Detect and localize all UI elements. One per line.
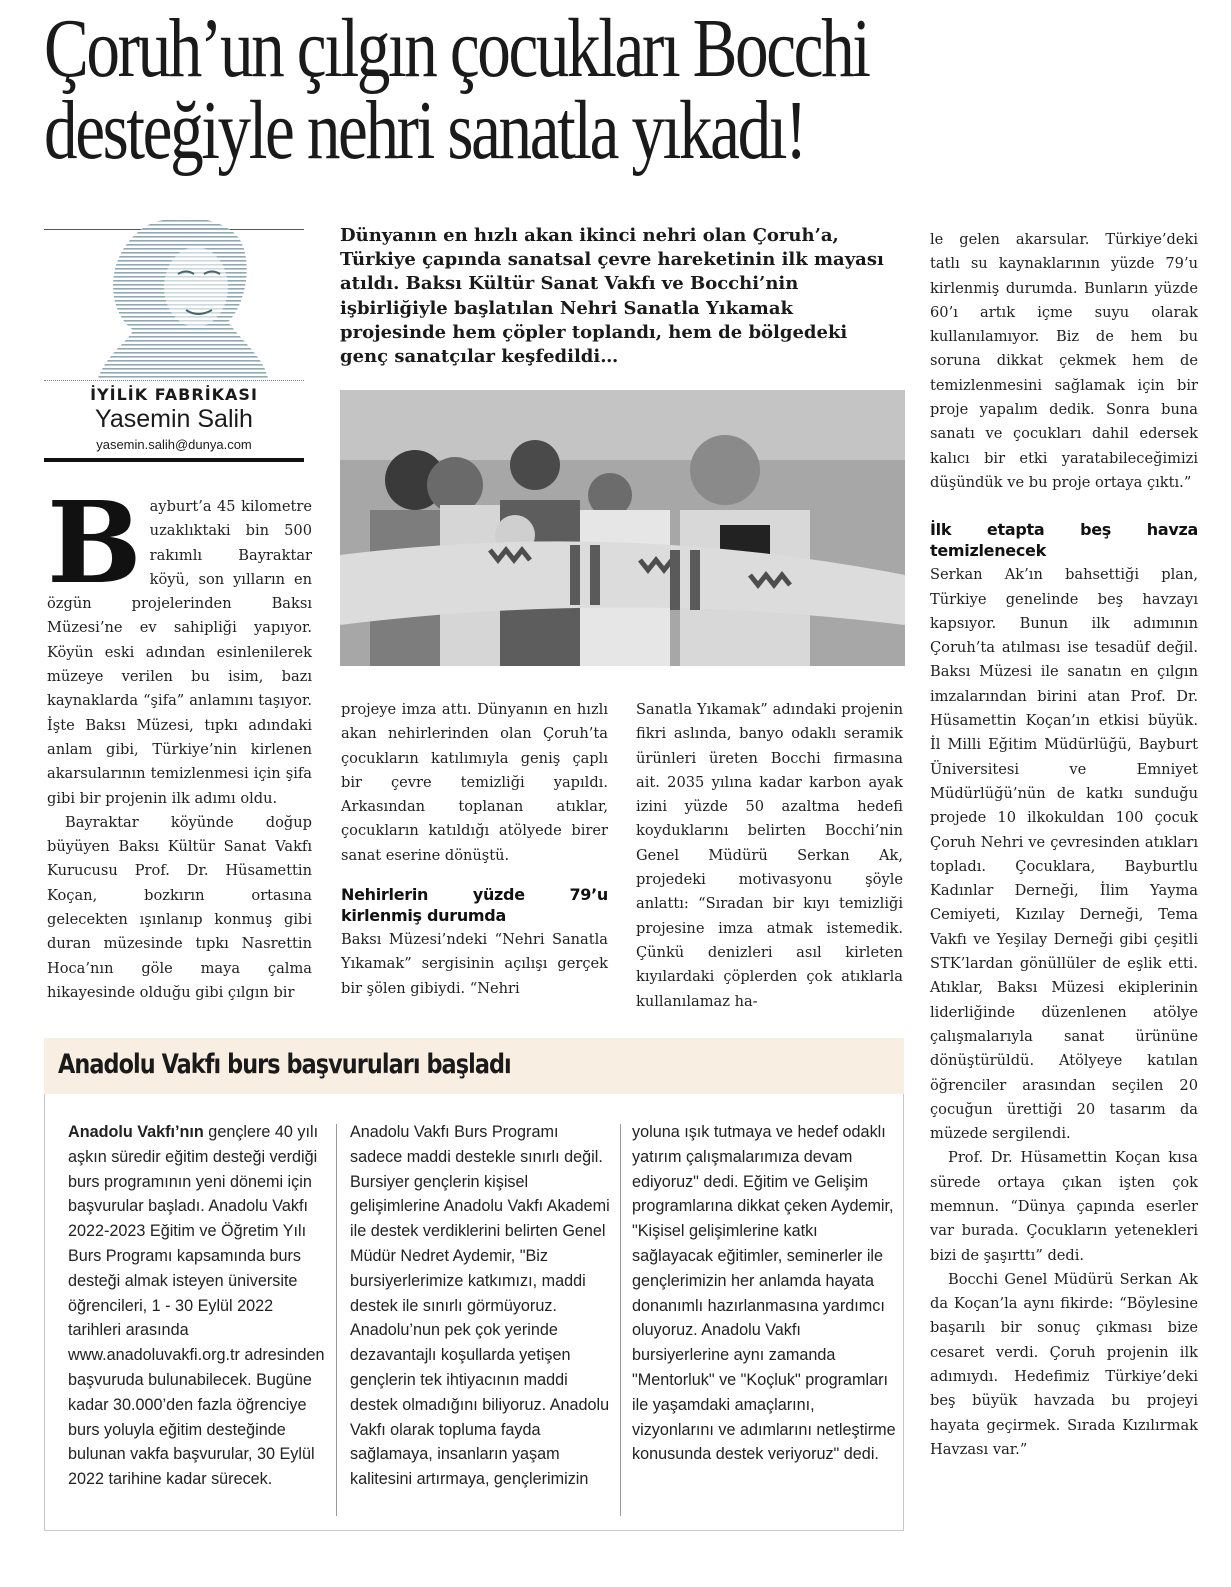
article-paragraph: Serkan Ak’ın bahsettiği plan, Türkiye genelinde beş havzayı kapsıyor. Bunun ilk adımının Çoruh’ta atılması ise tesadüf değil. Baksı Müzesi ile sanatın en çılgın imzalarından birini atan Prof. Dr. Hüsamettin Koçan’ın etkisi büyük. İl Milli Eğitim Müdürlüğü, Bayburt Üniversitesi ve Emniyet Müdürlüğü’nün de katkı sunduğu projede 10 ilkokuldan 100 çocuk Çoruh Nehri ve çevresinden atıkları topladı. Çocuklara, Bayburtlu Kadınlar Derneği, İlim Yayma Cemiyeti, Kızılay Derneği, Tema Vakfı ve Yeşilay Derneği gibi çeşitli STK’lardan gönüllüler de eşlik etti. Atıklar, Baksı Müzesi ekiplerinin liderliğinde düzenlenen atölye çalışmalarıyla sanat ürününe dönüştürüldü. Atölyeye katılan öğrenciler arasından seçilen 20 çocuğun ürettiği 20 tasarım da müzede sergilendi. — [930, 566, 1198, 1143]
subheading-rivers-polluted: Nehirlerin yüzde 79’u kirlenmiş durumda — [341, 885, 608, 926]
article-paragraph: Bocchi Genel Müdürü Serkan Ak da Koçan’la aynı fikirde: “Böylesine başarılı bir sonuç çıkması bize cesaret verdi. Çoruh projenin ilk adımıydı. Hedefimiz Türkiye’deki beş büyük havzada bu projeyi hayata geçirmek. Sırada Kızılırmak Havzası var.” — [930, 1270, 1198, 1458]
sidebar-column-2: Anadolu Vakfı Burs Programı sadece maddi destekle sınırlı değil. Bursiyer gençlerin kişisel gelişimlerine Anadolu Vakfı Akademi ile destek verdiklerini belirten Genel Müdür Nedret Aydemir, "Biz bursiyerlerimize katkımızı, maddi destek ile sınırlı görmüyoruz. Anadolu’nun pek çok yerinde dezavantajlı koşullarda yetişen gençlerin tek ihtiyacının maddi destek olmadığını biliyoruz. Anadolu Vakfı olarak topluma fayda sağlamaya, insanların yaşam kalitesini artırmaya, gençlerimizin — [350, 1123, 610, 1489]
sidebar-column-divider — [336, 1124, 337, 1516]
article-column-3 — [636, 698, 903, 1014]
headline-line-1: Çoruh’un çılgın çocukları Bocchi — [44, 2, 869, 95]
article-paragraph: ayburt’a 45 kilometre uzaklıktaki bin 500 rakımlı Bayraktar köyü, son yılların en özgün projelerinden Baksı Müzesi’ne ev sahipliği yapıyor. Köyün eski adından esinlenilerek müzeye verilen bu isim, bazı kaynaklarda “şifa” anlamını taşıyor. İşte Baksı Müzesi, tıpkı adındaki anlam gibi, Türkiye’nin kirlenen akarsularının temizlenmesi için şifa gibi bir projenin ilk adımı oldu. — [47, 498, 312, 807]
sidebar-column-1 — [68, 1120, 328, 1492]
sidebar-column-divider — [620, 1124, 621, 1516]
photo-people-artwork-icon — [340, 390, 905, 666]
sidebar-text: gençlere 40 yılı aşkın süredir eğitim desteği verdiği burs programının yeni dönemi için başvurular başladı. Anadolu Vakfı 2022-2023 Eğitim ve Öğretim Yılı Burs Programı kapsamında burs desteği almak isteyen üniversite öğrencileri, 1 - 30 Eylül 2022 tarihleri arasında www.anadoluvakfi.org.tr adresinden başvuruda bulunabilecek. Bugüne kadar 30.000’den fazla öğrenciye burs yoluyla eğitim desteğinde bulunan vakfa başvurular, 30 Eylül 2022 tarihine kadar sürecek. — [68, 1123, 325, 1489]
column-kicker: İYİLİK FABRİKASI — [90, 385, 258, 404]
article-column-4 — [930, 228, 1198, 1462]
portrait-divider — [44, 380, 304, 382]
article-paragraph: Prof. Dr. Hüsamettin Koçan kısa sürede ortaya çıkan işten çok memnun. “Dünya çapında eserler var burada. Çocukların yetenekleri bizi de şaşırttı” dedi. — [930, 1149, 1198, 1264]
columnist-name: Yasemin Salih — [95, 405, 253, 433]
columnist-email[interactable]: yasemin.salih@dunya.com — [96, 437, 252, 452]
engraved-portrait-icon — [78, 212, 268, 378]
sidebar-lead-bold: Anadolu Vakfı’nın — [68, 1123, 204, 1141]
article-paragraph: Bayraktar köyünde doğup büyüyen Baksı Kültür Sanat Vakfı Kurucusu Prof. Dr. Hüsamettin Koçan, bozkırın ortasına gelecekten ışınlanıp konmuş gibi duran müzesinde tıpkı Nasrettin Hoca’nın göle maya çalma hikayesinde olduğu gibi çılgın bir — [47, 813, 312, 1001]
article-paragraph: Baksı Müzesi’ndeki “Nehri Sanatla Yıkamak” sergisinin açılışı gerçek bir şölen gibiydi. “Nehri — [341, 931, 608, 997]
drop-cap: B — [47, 478, 142, 609]
article-column-2 — [341, 698, 608, 1001]
article-photo — [340, 390, 905, 666]
sidebar-box-title: Anadolu Vakfı burs başvuruları başladı — [58, 1049, 511, 1080]
headline — [44, 2, 1220, 177]
article-paragraph: Sanatla Yıkamak” adındaki projenin fikri aslında, banyo odaklı seramik ürünleri üreten Bocchi firmasına ait. 2035 yılına kadar karbon ayak izini yüzde 50 azaltma hedefi koyduklarını belirten Bocchi’nin Genel Müdürü Serkan Ak, projedeki motivasyonu şöyle anlattı: “Sıradan bir kıyı temizliği projesine imza atmak istemedik. Çünkü denizleri asıl kirleten kıyılardaki çöplerden çok atıklarla kullanılamaz ha- — [636, 701, 903, 1010]
article-column-1 — [47, 478, 312, 1005]
sidebar-column-3: yoluna ışık tutmaya ve hedef odaklı yatırım çalışmalarımıza devam ediyoruz" dedi. Eğitim ve Gelişim programlarına dikkat çeken Aydemir, "Kişisel gelişimlerine katkı sağlayacak eğitimler, seminerler ile gençlerimizin her anlamda hayata donanımlı hazırlanmasına yardımcı oluyoruz. Anadolu Vakfı bursiyerlerine aynı zamanda "Mentorluk" ve "Koçluk" programları ile yaşamdaki amaçlarını, vizyonlarını ve adımlarını netleştirme konusunda destek veriyoruz" dedi. — [632, 1123, 896, 1464]
article-paragraph: projeye imza attı. Dünyanın en hızlı akan nehirlerinden olan Çoruh’ta çocukların katılımıyla geniş çaplı bir çevre temizliği yapıldı. Arkasından toplanan atıklar, çocukların katıldığı atölyede birer sanat eserine dönüştü. — [341, 701, 608, 864]
subheading-five-basins: İlk etapta beş havza temizlenecek — [930, 520, 1198, 561]
article-deck: Dünyanın en hızlı akan ikinci nehri olan Çoruh’a, Türkiye çapında sanatsal çevre hareketinin ilk mayası atıldı. Baksı Kültür Sanat Vakfı ve Bocchi’nin işbirliğiyle başlatılan Nehri Sanatla Yıkamak projesinde hem çöpler toplandı, hem de bölgedeki genç sanatçılar keşfedildi… — [340, 225, 884, 368]
article-paragraph: le gelen akarsular. Türkiye’deki tatlı su kaynaklarının yüzde 79’u kirlenmiş durumda. Bunların yüzde 60’ı artık içme suyu olarak kullanılamıyor. Biz de hem bu soruna dikkat çekmek hem de temizlenmesini sağlamak için bir proje yapalım dedik. Sonra buna sanatı ve çocukları dahil edersek kalıcı bir etki yaratabileceğimizi düşündük ve bu proje ortaya çıktı.” — [930, 231, 1198, 491]
columnist-bottom-rule — [44, 458, 304, 462]
headline-line-2: desteğiyle nehri sanatla yıkadı! — [44, 84, 806, 177]
columnist-portrait — [78, 212, 268, 378]
